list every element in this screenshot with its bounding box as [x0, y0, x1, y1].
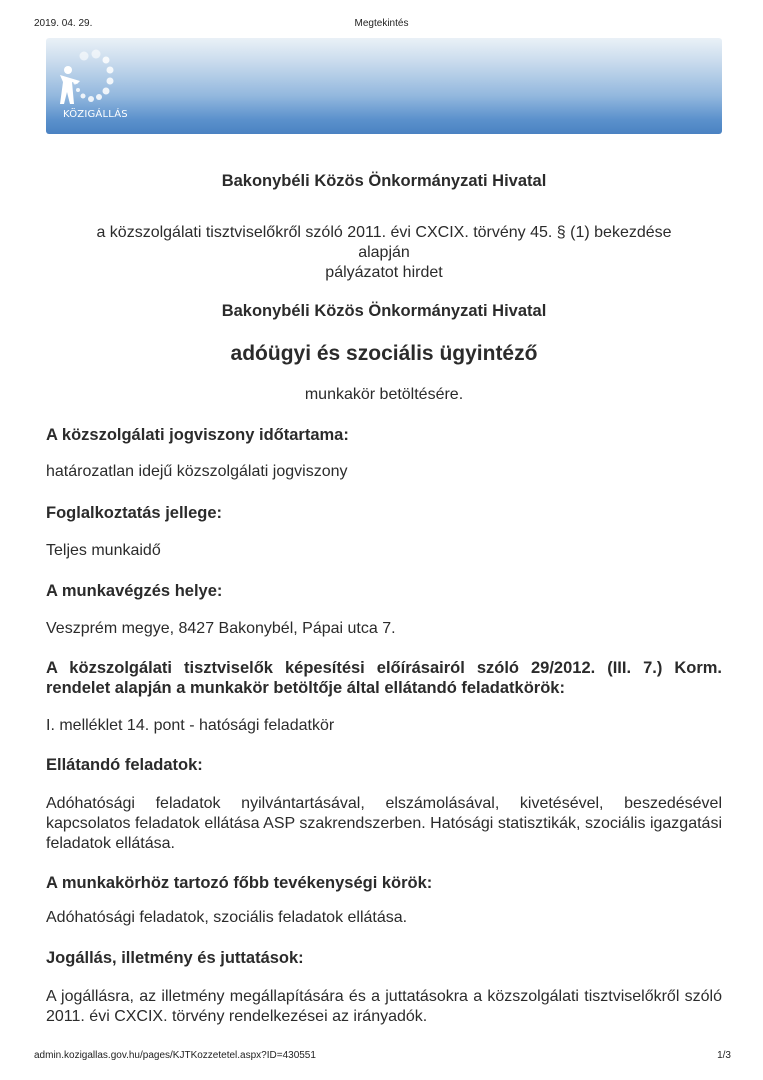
job-title-block: [46, 342, 722, 366]
section-text: I. melléklet 14. pont - hatósági feladatkör: [46, 717, 335, 734]
section-heading: Foglalkoztatás jellege:: [46, 504, 223, 522]
intro-line-1: a közszolgálati tisztviselőkről szóló 2011. évi CXCIX. törvény 45. § (1) bekezdése: [96, 224, 672, 241]
section-text: A jogállásra, az illetmény megállapítására és a juttatásokra a közszolgálati tisztviselőkről szóló 2011. évi CXCIX. törvény rendelkezései az irányadók.: [46, 988, 722, 1025]
job-suffix: munkakör betöltésére.: [304, 386, 464, 403]
section-heading: A munkavégzés helye:: [46, 582, 223, 600]
organization-title: Bakonybéli Közös Önkormányzati Hivatal: [221, 172, 547, 190]
intro-block: [46, 223, 722, 283]
section-heading: Ellátandó feladatok:: [46, 756, 203, 774]
section-text: Teljes munkaidő: [46, 542, 161, 559]
print-date: 2019. 04. 29.: [34, 18, 93, 29]
section-text: Veszprém megye, 8427 Bakonybél, Pápai utca 7.: [46, 620, 396, 637]
kozigallas-banner: [46, 38, 722, 134]
organization-title-block-2: [46, 302, 722, 321]
organization-title-2: Bakonybéli Közös Önkormányzati Hivatal: [221, 302, 547, 320]
intro-line-2: alapján: [358, 244, 410, 261]
section-heading: A munkakörhöz tartozó főbb tevékenységi körök:: [46, 874, 433, 892]
section-heading: A közszolgálati jogviszony időtartama:: [46, 426, 349, 444]
section-heading: Jogállás, illetmény és juttatások:: [46, 949, 304, 967]
section-text: Adóhatósági feladatok, szociális feladatok ellátása.: [46, 909, 408, 926]
intro-line-3: pályázatot hirdet: [325, 264, 443, 281]
print-header: [0, 18, 763, 32]
section-text: határozatlan idejű közszolgálati jogviszony: [46, 463, 348, 480]
person-with-dots-circle-icon: [54, 46, 130, 130]
section-heading: A közszolgálati tisztviselők képesítési előírásairól szóló 29/2012. (III. 7.) Korm. rendelet alapján a munkakör betöltője által ellátandó feladatkörök:: [46, 659, 722, 697]
print-page-number: 1/3: [717, 1050, 731, 1061]
print-title: Megtekintés: [354, 18, 409, 29]
job-title: adóügyi és szociális ügyintéző: [230, 342, 538, 365]
logo-text: KÖZIGÁLLÁS: [63, 109, 128, 120]
organization-title-block: [46, 172, 722, 191]
print-url: admin.kozigallas.gov.hu/pages/KJTKozzetetel.aspx?ID=430551: [34, 1050, 316, 1061]
job-suffix-block: [46, 385, 722, 405]
section-text: Adóhatósági feladatok nyilvántartásával, elszámolásával, kivetésével, beszedésével kapcsolatos feladatok ellátása ASP szakrendszerben. Hatósági statisztikák, szociális igazgatási feladatok ellátása.: [46, 795, 722, 852]
